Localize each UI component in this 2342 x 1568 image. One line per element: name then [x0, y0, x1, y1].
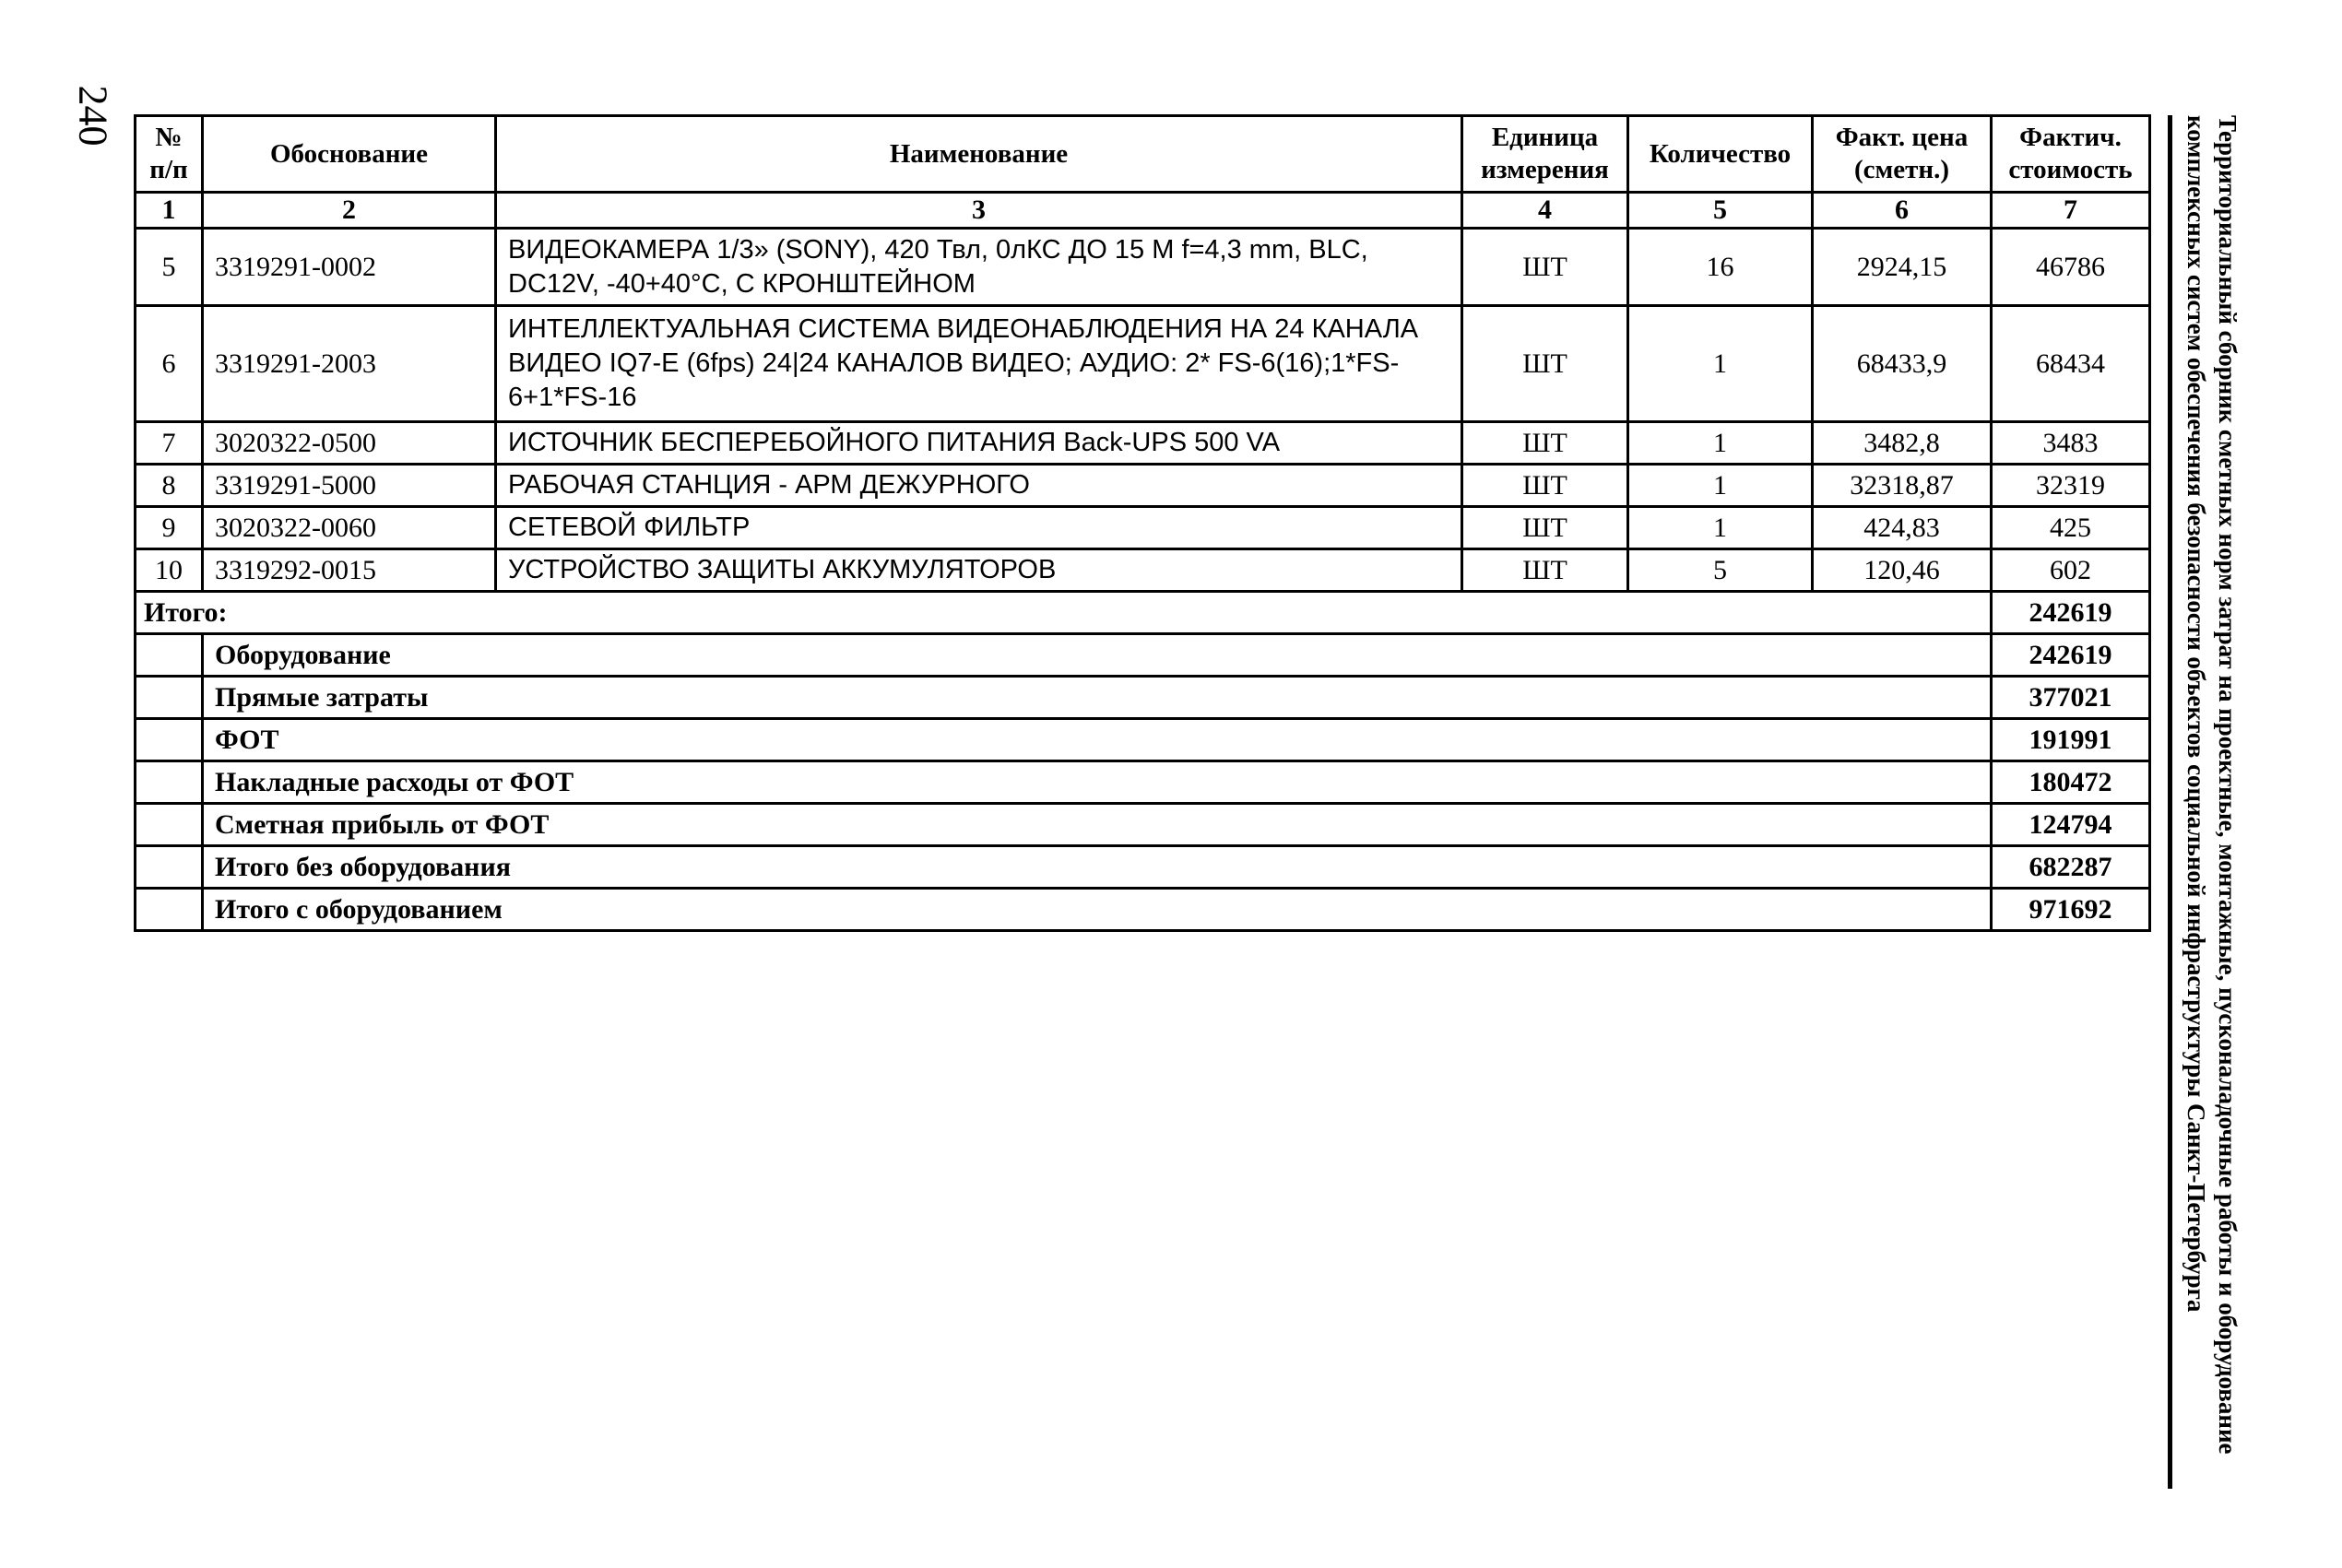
summary-value: 180472 [1992, 761, 2150, 804]
cell-unit: ШТ [1462, 507, 1628, 549]
col-number: 5 [1628, 193, 1813, 229]
cell-basis: 3319292-0015 [203, 549, 496, 592]
total-value: 242619 [1992, 592, 2150, 634]
cell-basis: 3319291-0002 [203, 229, 496, 306]
summary-label: Итого без оборудования [203, 846, 1992, 889]
header-qty: Количество [1628, 116, 1813, 193]
summary-value: 242619 [1992, 634, 2150, 677]
cell-basis: 3020322-0500 [203, 422, 496, 465]
cell-cost: 32319 [1992, 465, 2150, 507]
side-title-line-2: комплексных систем обеспечения безопасности объектов социальной инфраструктуры Санкт-Петербурга [2182, 115, 2210, 1313]
cell-price: 3482,8 [1813, 422, 1992, 465]
cell-num: 10 [136, 549, 203, 592]
cell-unit: ШТ [1462, 549, 1628, 592]
summary-label: ФОТ [203, 719, 1992, 761]
summary-value: 377021 [1992, 677, 2150, 719]
cell-num: 7 [136, 422, 203, 465]
cell-qty: 16 [1628, 229, 1813, 306]
summary-empty-cell [136, 677, 203, 719]
cell-unit: ШТ [1462, 465, 1628, 507]
cell-basis: 3319291-5000 [203, 465, 496, 507]
col-number: 6 [1813, 193, 1992, 229]
cell-qty: 1 [1628, 465, 1813, 507]
page-number: 240 [70, 85, 116, 147]
cell-qty: 5 [1628, 549, 1813, 592]
header-price: Факт. цена (сметн.) [1813, 116, 1992, 193]
summary-row [136, 846, 2150, 889]
summary-empty-cell [136, 846, 203, 889]
header-unit: Единица измерения [1462, 116, 1628, 193]
col-number: 1 [136, 193, 203, 229]
cell-name: СЕТЕВОЙ ФИЛЬТР [496, 507, 1462, 549]
table-row [136, 465, 2150, 507]
summary-label: Оборудование [203, 634, 1992, 677]
summary-empty-cell [136, 804, 203, 846]
table-row [136, 507, 2150, 549]
cell-qty: 1 [1628, 306, 1813, 422]
summary-empty-cell [136, 761, 203, 804]
table-row [136, 306, 2150, 422]
column-number-row [136, 193, 2150, 229]
header-cost: Фактич. стоимость [1992, 116, 2150, 193]
cell-basis: 3020322-0060 [203, 507, 496, 549]
summary-label: Прямые затраты [203, 677, 1992, 719]
cell-price: 2924,15 [1813, 229, 1992, 306]
cell-unit: ШТ [1462, 306, 1628, 422]
cell-price: 32318,87 [1813, 465, 1992, 507]
summary-label: Итого с оборудованием [203, 889, 1992, 931]
cell-qty: 1 [1628, 507, 1813, 549]
summary-value: 682287 [1992, 846, 2150, 889]
cell-cost: 68434 [1992, 306, 2150, 422]
cell-cost: 425 [1992, 507, 2150, 549]
cell-num: 6 [136, 306, 203, 422]
summary-row [136, 804, 2150, 846]
summary-label: Накладные расходы от ФОТ [203, 761, 1992, 804]
cell-num: 5 [136, 229, 203, 306]
col-number: 2 [203, 193, 496, 229]
table-header-row [136, 116, 2150, 193]
col-number: 7 [1992, 193, 2150, 229]
estimate-table [134, 114, 2151, 932]
cell-unit: ШТ [1462, 229, 1628, 306]
header-basis: Обоснование [203, 116, 496, 193]
header-name: Наименование [496, 116, 1462, 193]
summary-row [136, 719, 2150, 761]
cell-price: 424,83 [1813, 507, 1992, 549]
side-title-line-1: Территориальный сборник сметных норм затрат на проектные, монтажные, пусконаладочные работы и оборудование [2214, 115, 2241, 1455]
header-num: № п/п [136, 116, 203, 193]
side-running-title [2181, 115, 2243, 1455]
summary-value: 124794 [1992, 804, 2150, 846]
table-row [136, 229, 2150, 306]
cell-unit: ШТ [1462, 422, 1628, 465]
summary-empty-cell [136, 634, 203, 677]
table-row [136, 549, 2150, 592]
cell-price: 68433,9 [1813, 306, 1992, 422]
side-title-rule [2168, 115, 2172, 1489]
summary-row [136, 889, 2150, 931]
summary-row [136, 761, 2150, 804]
cell-cost: 602 [1992, 549, 2150, 592]
cell-qty: 1 [1628, 422, 1813, 465]
cell-name: ИСТОЧНИК БЕСПЕРЕБОЙНОГО ПИТАНИЯ Back-UPS 500 VA [496, 422, 1462, 465]
summary-value: 191991 [1992, 719, 2150, 761]
summary-empty-cell [136, 889, 203, 931]
col-number: 4 [1462, 193, 1628, 229]
cell-cost: 3483 [1992, 422, 2150, 465]
cell-name: УСТРОЙСТВО ЗАЩИТЫ АККУМУЛЯТОРОВ [496, 549, 1462, 592]
summary-row [136, 634, 2150, 677]
summary-empty-cell [136, 719, 203, 761]
cell-num: 9 [136, 507, 203, 549]
cell-price: 120,46 [1813, 549, 1992, 592]
summary-label: Сметная прибыль от ФОТ [203, 804, 1992, 846]
cell-name: РАБОЧАЯ СТАНЦИЯ - АРМ ДЕЖУРНОГО [496, 465, 1462, 507]
total-row [136, 592, 2150, 634]
summary-row [136, 677, 2150, 719]
cell-cost: 46786 [1992, 229, 2150, 306]
cell-name: ИНТЕЛЛЕКТУАЛЬНАЯ СИСТЕМА ВИДЕОНАБЛЮДЕНИЯ НА 24 КАНАЛА ВИДЕО IQ7-E (6fps) 24|24 КАНАЛОВ ВИДЕО; АУДИО: 2* FS-6(16);1*FS-6+1*FS-16 [496, 306, 1462, 422]
cell-num: 8 [136, 465, 203, 507]
summary-value: 971692 [1992, 889, 2150, 931]
col-number: 3 [496, 193, 1462, 229]
total-label: Итого: [136, 592, 1992, 634]
cell-name: ВИДЕОКАМЕРА 1/3» (SONY), 420 Твл, 0лКС ДО 15 М f=4,3 mm, BLC, DC12V, -40+40°С, С КРОНШТЕЙНОМ [496, 229, 1462, 306]
table-row [136, 422, 2150, 465]
cell-basis: 3319291-2003 [203, 306, 496, 422]
